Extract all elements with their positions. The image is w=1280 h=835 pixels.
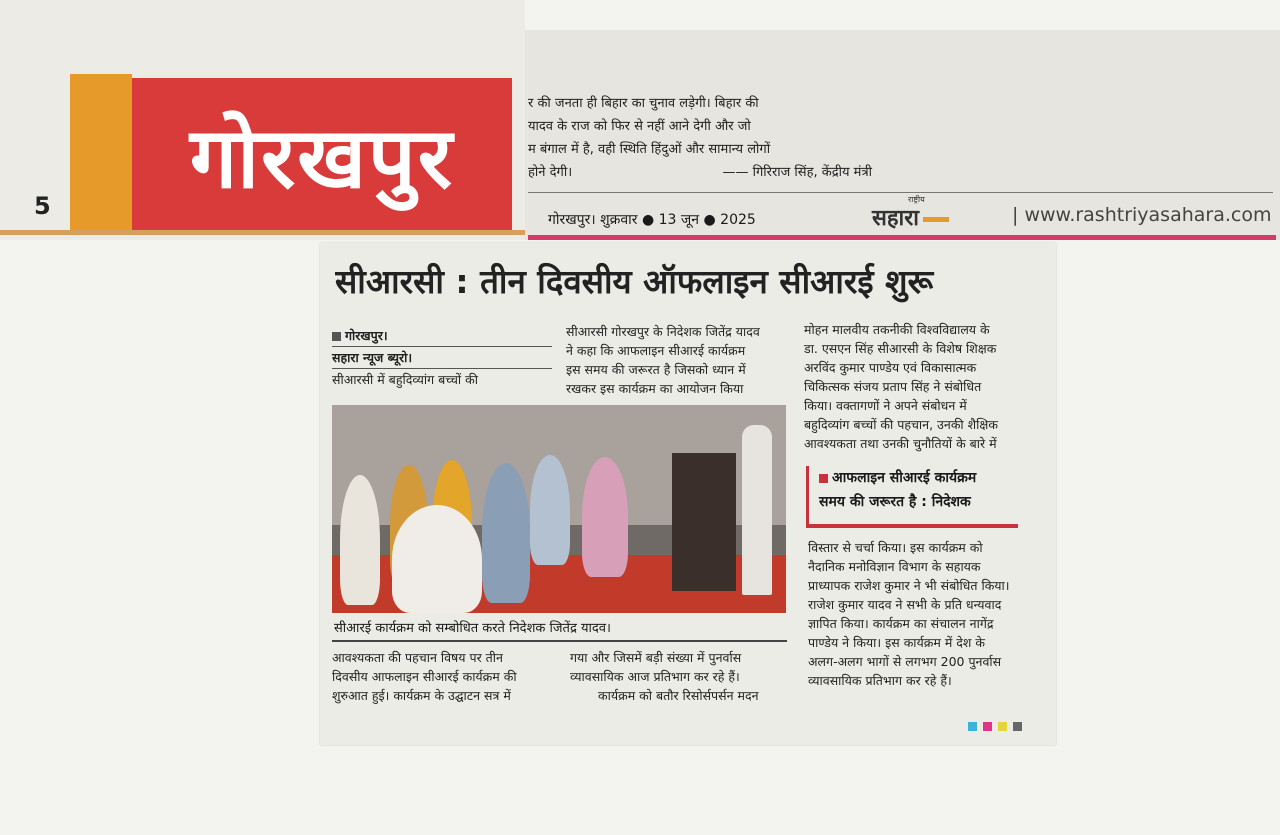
photo-audience-member [340, 475, 380, 605]
dateline: गोरखपुर। शुक्रवार ● 13 जून ● 2025 [548, 212, 756, 228]
photo-audience-member [530, 455, 570, 565]
article-text-line: दिवसीय आफलाइन सीआरई कार्यक्रम की [332, 669, 517, 684]
article-column-3-bottom [808, 538, 1030, 690]
print-registration-dots [968, 716, 1028, 735]
article-text-line: ने कहा कि आफलाइन सीआरई कार्यक्रम [566, 343, 746, 358]
quote-line: होने देगी। [528, 165, 573, 180]
photo-audience-member [392, 505, 482, 613]
article-text-line: व्यावसायिक प्रतिभाग कर रहे हैं। [808, 673, 952, 688]
article-column-1-bottom [332, 648, 554, 705]
article-text-line: आवश्यकता तथा उनकी चुनौतियों के बारे में [804, 436, 997, 451]
subheading-line: समय की जरूरत है : निदेशक [819, 494, 971, 510]
article-column-2-top [566, 322, 791, 398]
photo-audience-member [582, 457, 628, 577]
article-text-line: किया। वक्तागणों ने अपने संबोधन में [804, 398, 967, 413]
page-number: 5 [34, 192, 51, 220]
website-url: | www.rashtriyasahara.com [1012, 204, 1272, 226]
subheading-line: आफलाइन सीआरई कार्यक्रम [832, 470, 977, 486]
article-text-line: व्यावसायिक आज प्रतिभाग कर रहे हैं। [570, 669, 740, 684]
article-column-1-top [332, 326, 552, 389]
article-place: गोरखपुर। [345, 328, 388, 343]
quote-line: यादव के राज को फिर से नहीं आने देगी और जो [528, 119, 751, 134]
print-dot [1013, 722, 1022, 731]
article-text-line: पाण्डेय ने किया। इस कार्यक्रम में देश के [808, 635, 985, 650]
article-text-line: सीआरसी गोरखपुर के निदेशक जितेंद्र यादव [566, 324, 760, 339]
event-photo [332, 405, 786, 613]
article-text-line: कार्यक्रम को बतौर रिसोर्सपर्सन मदन [598, 688, 759, 703]
article-column-2-bottom [570, 648, 792, 705]
article-text-line: अरविंद कुमार पाण्डेय एवं विकासात्मक [804, 360, 977, 375]
article-lead: सीआरसी में बहुदिव्यांग बच्चों की [332, 372, 478, 387]
section-under-rule [0, 230, 525, 235]
masthead-logo [872, 195, 949, 232]
bullet-square-icon [819, 474, 828, 483]
article-text-line: प्राध्यापक राजेश कुमार ने भी संबोधित किया। [808, 578, 1010, 593]
article-text-line: नैदानिक मनोविज्ञान विभाग के सहायक [808, 559, 981, 574]
section-title: गोरखपुर [189, 108, 455, 207]
quote-box [528, 92, 878, 184]
article-text-line: विस्तार से चर्चा किया। इस कार्यक्रम को [808, 540, 983, 555]
article-text-line: डा. एसएन सिंह सीआरसी के विशेष शिक्षक [804, 341, 997, 356]
section-orange-bar [70, 74, 132, 234]
article-text-line: रखकर इस कार्यक्रम का आयोजन किया [566, 381, 744, 396]
article-text-line: अलग-अलग भागों से लगभग 200 पुनर्वास [808, 654, 1002, 669]
article-text-line: चिकित्सक संजय प्रताप सिंह ने संबोधित [804, 379, 982, 394]
article-text-line: इस समय की जरूरत है जिसको ध्यान में [566, 362, 746, 377]
article-headline: सीआरसी : तीन दिवसीय ऑफलाइन सीआरई शुरू [335, 262, 934, 301]
article-text-line: आवश्यकता की पहचान विषय पर तीन [332, 650, 503, 665]
article-text-line: शुरुआत हुई। कार्यक्रम के उद्घाटन सत्र में [332, 688, 511, 703]
masthead-flag-icon [923, 217, 949, 222]
section-banner [132, 78, 512, 230]
photo-audience-member [482, 463, 530, 603]
divider [332, 346, 552, 347]
quote-line: र की जनता ही बिहार का चुनाव लड़ेगी। बिहार की [528, 96, 759, 111]
print-dot [998, 722, 1007, 731]
masthead-text: सहारा [872, 206, 919, 231]
photo-caption: सीआरई कार्यक्रम को सम्बोधित करते निदेशक जितेंद्र यादव। [334, 621, 611, 636]
print-dot [983, 722, 992, 731]
caption-rule [332, 640, 787, 642]
subheading-box [806, 466, 1021, 526]
quote-author: —— गिरिराज सिंह, केंद्रीय मंत्री [722, 165, 872, 180]
subheading-rule [806, 524, 1018, 528]
article-bureau: सहारा न्यूज ब्यूरो। [332, 350, 413, 365]
print-dot [968, 722, 977, 731]
photo-podium [672, 453, 736, 591]
header-pink-rule [528, 235, 1276, 240]
photo-speaker [742, 425, 772, 595]
header-rule [528, 192, 1273, 193]
article-text-line: राजेश कुमार यादव ने सभी के प्रति धन्यवाद [808, 597, 1002, 612]
article-text-line: ज्ञापित किया। कार्यक्रम का संचालन नागेंद्र [808, 616, 994, 631]
article-text-line: मोहन मालवीय तकनीकी विश्वविद्यालय के [804, 322, 990, 337]
article-column-3-top [804, 320, 1024, 453]
bullet-square-icon [332, 332, 341, 341]
article-text-line: बहुदिव्यांग बच्चों की पहचान, उनकी शैक्षिक [804, 417, 998, 432]
masthead-small-text: राष्ट्रीय [908, 195, 925, 204]
article-text-line: गया और जिसमें बड़ी संख्या में पुनर्वास [570, 650, 742, 665]
quote-line: म बंगाल में है, वही स्थिति हिंदुओं और सामान्य लोगों [528, 142, 771, 157]
divider [332, 368, 552, 369]
